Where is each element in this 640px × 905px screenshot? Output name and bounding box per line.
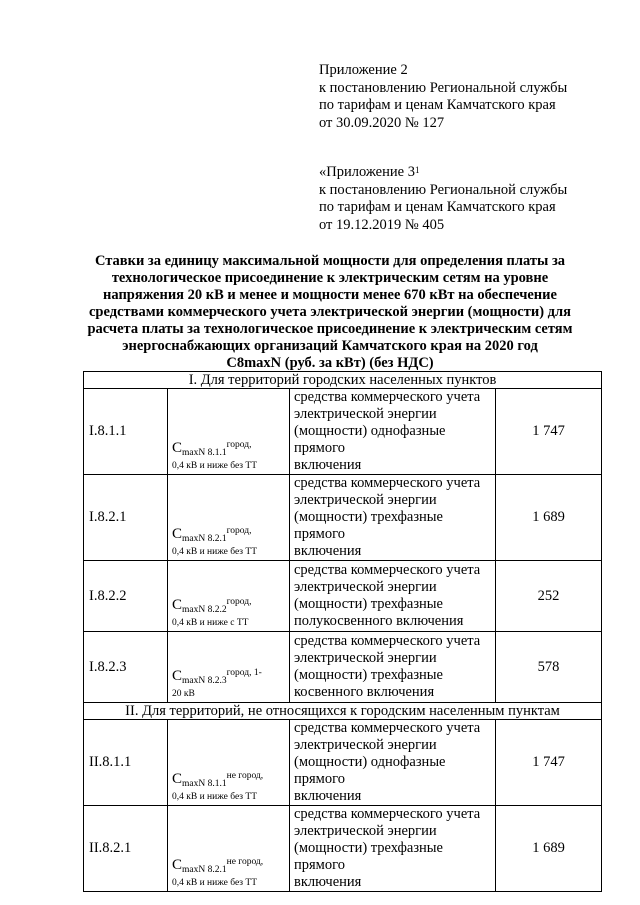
- description-line: электрической энергии: [294, 406, 437, 422]
- metering-description: [290, 389, 496, 475]
- table-row: [84, 632, 602, 703]
- description-line: средства коммерческого учета: [294, 633, 481, 649]
- tariff-code: I.8.2.2: [84, 561, 168, 632]
- description-line: включения: [294, 874, 362, 890]
- rate-symbol-superscript: город,: [226, 526, 252, 536]
- rate-symbol-letter: C: [172, 526, 183, 542]
- section-header-row: [84, 372, 602, 389]
- rate-symbol-subscript: maxN 8.1.1: [182, 448, 227, 458]
- title-line: C8maxN (руб. за кВт) (без НДС): [226, 355, 434, 371]
- rate-symbol-letter: C: [172, 857, 183, 873]
- rate-symbol-note: 0,4 кВ и ниже с ТТ: [172, 618, 249, 628]
- table-row: [84, 561, 602, 632]
- description-line: электрической энергии: [294, 492, 437, 508]
- appendix-header-amended: [319, 164, 619, 234]
- rate-symbol-superscript: город,: [226, 440, 252, 450]
- rate-symbol: [172, 594, 287, 618]
- rate-symbol: [172, 854, 287, 878]
- rate-symbol: [172, 437, 287, 461]
- rate-symbol-superscript: город,: [226, 597, 252, 607]
- rate-symbol-cell: [168, 632, 290, 703]
- description-line: включения: [294, 543, 362, 559]
- rate-symbol-subscript: maxN 8.1.1: [182, 779, 227, 789]
- description-line: полукосвенного включения: [294, 613, 464, 629]
- table-row: [84, 475, 602, 561]
- description-line: (мощности) трехфазные прямого: [294, 509, 443, 542]
- rate-symbol-note: 20 кВ: [172, 689, 195, 699]
- table-row: [84, 806, 602, 892]
- rate-symbol-note: 0,4 кВ и ниже без ТТ: [172, 878, 258, 888]
- rate-value: 1 689: [496, 806, 602, 892]
- rate-symbol-note: 0,4 кВ и ниже без ТТ: [172, 461, 258, 471]
- tariff-code: I.8.1.1: [84, 389, 168, 475]
- title-line: Ставки за единицу максимальной мощности для определения платы за: [94, 253, 566, 269]
- metering-description: [290, 475, 496, 561]
- table-row: [84, 720, 602, 806]
- rate-symbol: [172, 665, 287, 689]
- metering-description: [290, 561, 496, 632]
- description-line: (мощности) трехфазные: [294, 667, 443, 683]
- rate-symbol-note: 0,4 кВ и ниже без ТТ: [172, 792, 258, 802]
- rate-symbol-cell: [168, 389, 290, 475]
- description-line: электрической энергии: [294, 823, 437, 839]
- title-line: энергоснабжающих организаций Камчатского края на 2020 год: [122, 338, 538, 354]
- rate-symbol: [172, 768, 287, 792]
- title-line: технологическое присоединение к электрическим сетям на уровне: [111, 270, 549, 286]
- rate-symbol-subscript: maxN 8.2.1: [182, 865, 227, 875]
- section-title: I. Для территорий городских населенных пунктов: [84, 372, 602, 389]
- tariff-code: I.8.2.3: [84, 632, 168, 703]
- tariff-code: II.8.2.1: [84, 806, 168, 892]
- title-line: напряжения 20 кВ и менее и мощности менее 670 кВт на обеспечение: [103, 287, 557, 303]
- metering-description: [290, 806, 496, 892]
- rate-value: 1 689: [496, 475, 602, 561]
- tariff-code: II.8.1.1: [84, 720, 168, 806]
- appendix-line: [319, 164, 619, 182]
- description-line: включения: [294, 457, 362, 473]
- description-line: средства коммерческого учета: [294, 562, 481, 578]
- description-line: (мощности) трехфазные прямого: [294, 840, 443, 873]
- rate-symbol-subscript: maxN 8.2.2: [182, 605, 227, 615]
- rate-symbol-letter: C: [172, 771, 183, 787]
- description-line: (мощности) однофазные прямого: [294, 423, 446, 456]
- rate-symbol-cell: [168, 561, 290, 632]
- rate-symbol-letter: C: [172, 668, 183, 684]
- description-line: средства коммерческого учета: [294, 806, 481, 822]
- rate-symbol-subscript: maxN 8.2.3: [182, 676, 227, 686]
- rate-value: 252: [496, 561, 602, 632]
- appendix-first-line: «Приложение 3: [319, 164, 415, 180]
- rate-symbol-subscript: maxN 8.2.1: [182, 534, 227, 544]
- rate-symbol-cell: [168, 475, 290, 561]
- metering-description: [290, 720, 496, 806]
- description-line: косвенного включения: [294, 684, 435, 700]
- metering-description: [290, 632, 496, 703]
- title-line: средствами коммерческого учета электрической энергии (мощности) для: [89, 304, 571, 320]
- rate-value: 1 747: [496, 720, 602, 806]
- description-line: средства коммерческого учета: [294, 720, 481, 736]
- document-title: [60, 253, 600, 372]
- appendix-line: к постановлению Региональной службы: [319, 79, 568, 96]
- tariff-code: I.8.2.1: [84, 475, 168, 561]
- appendix-line: от 19.12.2019 № 405: [319, 216, 445, 233]
- table-row: [84, 389, 602, 475]
- rate-symbol: [172, 523, 287, 547]
- description-line: (мощности) трехфазные: [294, 596, 443, 612]
- description-line: включения: [294, 788, 362, 804]
- description-line: электрической энергии: [294, 737, 437, 753]
- rate-symbol-cell: [168, 806, 290, 892]
- rates-table: [83, 371, 602, 892]
- rate-symbol-cell: [168, 720, 290, 806]
- description-line: средства коммерческого учета: [294, 475, 481, 491]
- section-title: II. Для территорий, не относящихся к городским населенным пунктам: [84, 703, 602, 720]
- appendix-superscript: 1: [414, 165, 420, 175]
- appendix-line: Приложение 2: [319, 62, 408, 78]
- description-line: электрической энергии: [294, 579, 437, 595]
- rate-value: 578: [496, 632, 602, 703]
- appendix-header-current: [319, 62, 619, 132]
- description-line: электрической энергии: [294, 650, 437, 666]
- rate-symbol-letter: C: [172, 440, 183, 456]
- rate-symbol-note: 0,4 кВ и ниже без ТТ: [172, 547, 258, 557]
- rate-symbol-superscript: город, 1-: [226, 668, 262, 678]
- rate-value: 1 747: [496, 389, 602, 475]
- title-line: расчета платы за технологическое присоединение к электрическим сетям: [87, 321, 573, 337]
- rate-symbol-superscript: не город,: [226, 771, 264, 781]
- description-line: (мощности) однофазные прямого: [294, 754, 446, 787]
- rate-symbol-superscript: не город,: [226, 857, 264, 867]
- appendix-line: к постановлению Региональной службы: [319, 181, 568, 198]
- appendix-line: по тарифам и ценам Камчатского края: [319, 199, 556, 215]
- description-line: средства коммерческого учета: [294, 389, 481, 405]
- rate-symbol-letter: C: [172, 597, 183, 613]
- appendix-line: по тарифам и ценам Камчатского края: [319, 97, 556, 113]
- appendix-line: от 30.09.2020 № 127: [319, 114, 445, 131]
- section-header-row: [84, 703, 602, 720]
